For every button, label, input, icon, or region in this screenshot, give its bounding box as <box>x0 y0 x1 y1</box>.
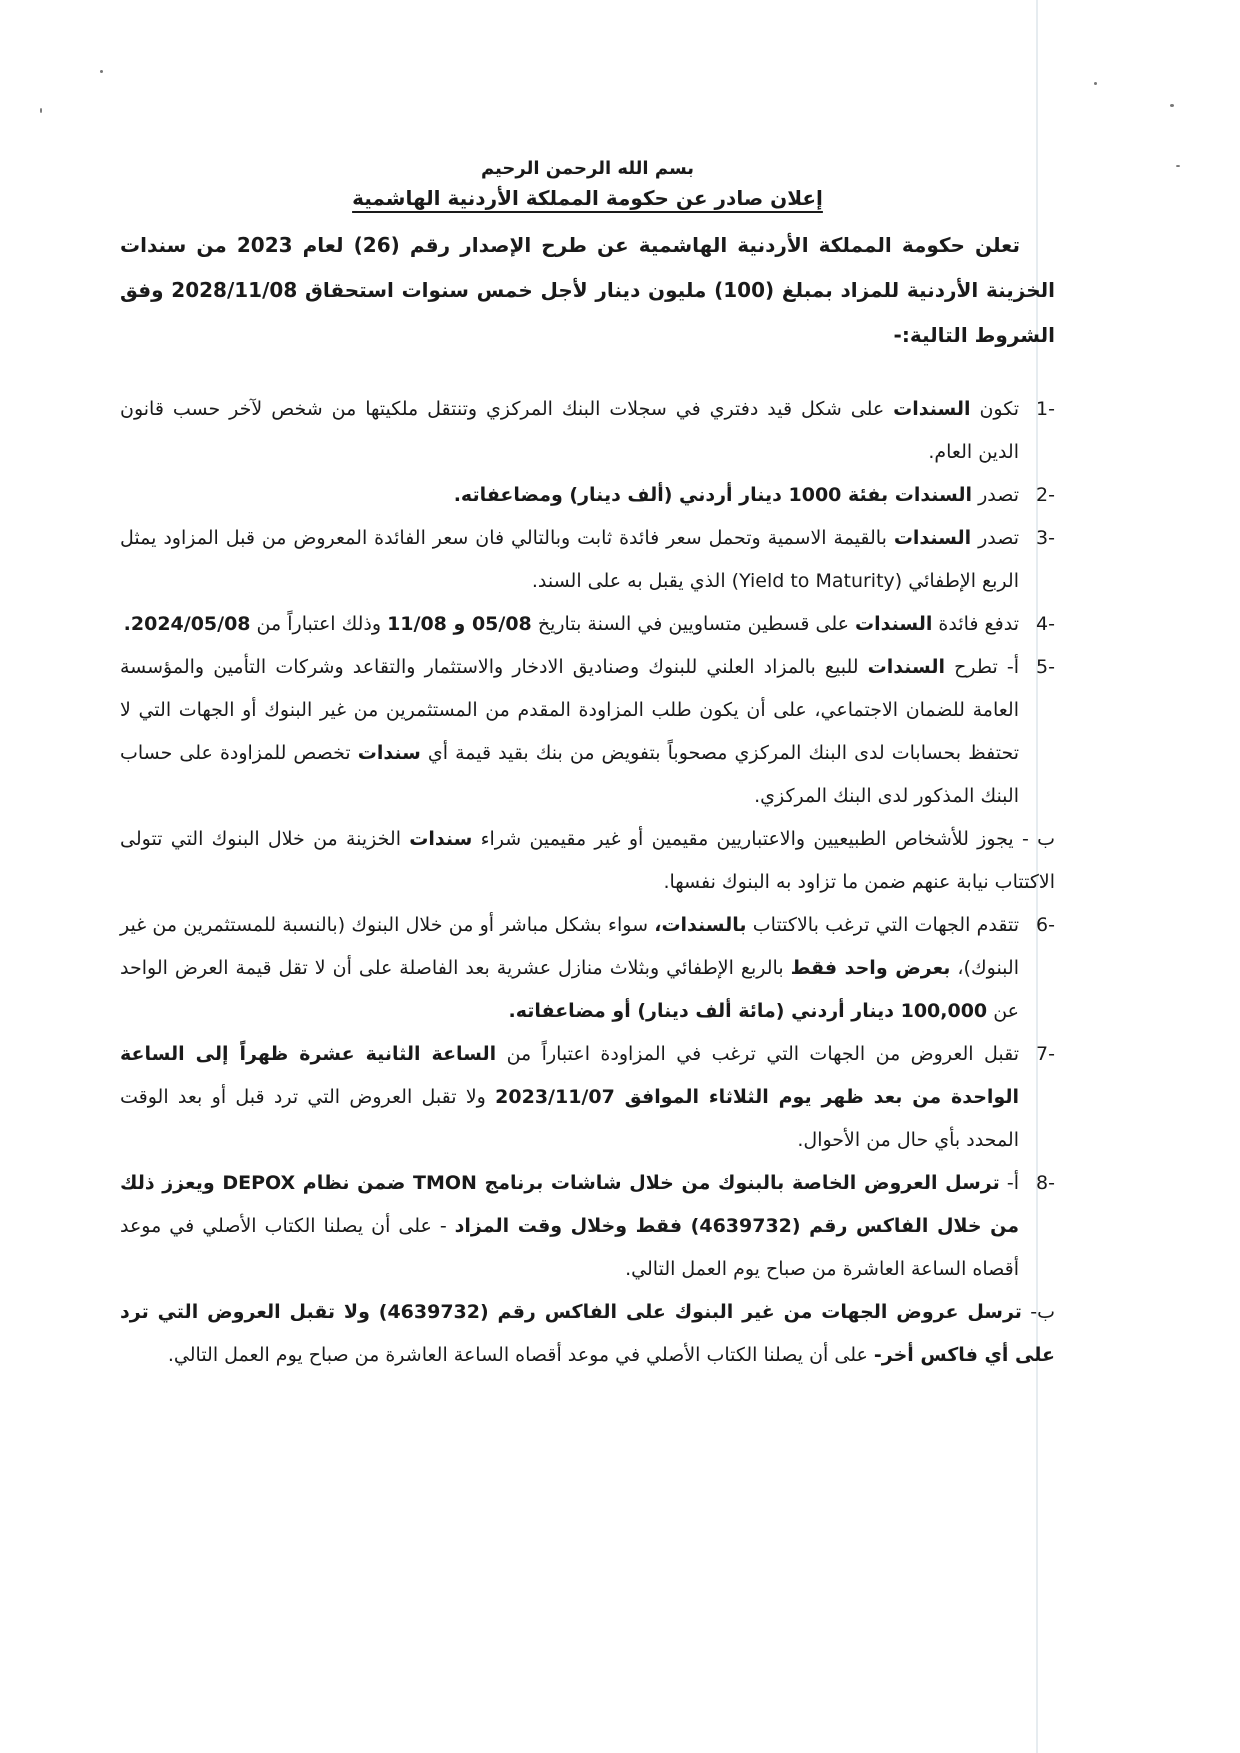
clause-number: -5 <box>1036 656 1055 678</box>
scan-speck <box>1094 82 1097 85</box>
clause-5a <box>120 646 1055 818</box>
title-text: إعلان صادر عن حكومة المملكة الأردنية الهاشمية <box>352 186 823 210</box>
clause-8b: ب- ترسل عروض الجهات من غير البنوك على الفاكس رقم (4639732) ولا تقبل العروض التي ترد على أي فاكس أخر- على أن يصلنا الكتاب الأصلي في موعد أقصاه الساعة العاشرة من صباح يوم العمل التالي. <box>120 1301 1055 1366</box>
clause-text: تدفع فائدة السندات على قسطين متساويين في السنة بتاريخ 05/08 و 11/08 وذلك اعتباراً من 2024/05/08. <box>123 613 1019 635</box>
announcement-document <box>120 155 1055 1377</box>
clause-number: -6 <box>1036 914 1055 936</box>
clause-4 <box>120 603 1055 646</box>
basmala: بسم الله الرحمن الرحيم <box>480 158 695 179</box>
clause-number: -7 <box>1036 1043 1055 1065</box>
clause-3 <box>120 517 1055 603</box>
scan-speck <box>1176 165 1180 167</box>
clause-1 <box>120 388 1055 474</box>
scan-speck <box>40 108 42 113</box>
clause-number: -4 <box>1036 613 1055 635</box>
clause-text: أ- تطرح السندات للبيع بالمزاد العلني للبنوك وصناديق الادخار والاستثمار والتقاعد وشركات التأمين والمؤسسة العامة للضمان الاجتماعي، على أن يكون طلب المزاودة المقدم من المستثمرين من غير البنوك أو الجهات التي لا تحتفظ بحسابات لدى البنك المركزي مصحوباً بتفويض من بنك بقيد قيمة أي سندات تخصص للمزاودة على حساب البنك المذكور لدى البنك المركزي. <box>120 656 1019 807</box>
clause-text: أ- ترسل العروض الخاصة بالبنوك من خلال شاشات برنامج TMON ضمن نظام DEPOX ويعزز ذلك من خلال الفاكس رقم (4639732) فقط وخلال وقت المزاد - على أن يصلنا الكتاب الأصلي في موعد أقصاه الساعة العاشرة من صباح يوم العمل التالي. <box>120 1172 1019 1280</box>
scan-speck <box>1170 104 1174 107</box>
clause-8a <box>120 1162 1055 1291</box>
clause-text: تصدر السندات بالقيمة الاسمية وتحمل سعر فائدة ثابت وبالتالي فان سعر الفائدة المعروض من قبل المزاود يمثل الربع الإطفائي (Yield to Maturity) الذي يقبل به على السند. <box>120 527 1019 592</box>
clause-number: -2 <box>1036 484 1055 506</box>
clause-number: -3 <box>1036 527 1055 549</box>
clause-number: -8 <box>1036 1172 1055 1194</box>
clause-text: تقبل العروض من الجهات التي ترغب في المزاودة اعتباراً من الساعة الثانية عشرة ظهراً إلى الساعة الواحدة من بعد ظهر يوم الثلاثاء الموافق 2023/11/07 ولا تقبل العروض التي ترد قبل أو بعد الوقت المحدد بأي حال من الأحوال. <box>120 1043 1019 1151</box>
clause-number: -1 <box>1036 398 1055 420</box>
clause-6 <box>120 904 1055 1033</box>
document-title <box>120 183 1055 213</box>
clause-text: تصدر السندات بفئة 1000 دينار أردني (ألف دينار) ومضاعفاته. <box>453 484 1019 506</box>
clause-text: تتقدم الجهات التي ترغب بالاكتتاب بالسندات، سواء بشكل مباشر أو من خلال البنوك (بالنسبة للمستثمرين من غير البنوك)، بعرض واحد فقط بالربع الإطفائي وبثلاث منازل عشرية بعد الفاصلة على أن لا تقل قيمة العرض الواحد عن 100,000 دينار أردني (مائة ألف دينار) أو مضاعفاته. <box>120 914 1019 1022</box>
clause-2 <box>120 474 1055 517</box>
scan-speck <box>100 70 103 73</box>
clause-7 <box>120 1033 1055 1162</box>
clause-text: تكون السندات على شكل قيد دفتري في سجلات البنك المركزي وتنتقل ملكيتها من شخص لآخر حسب قانون الدين العام. <box>120 398 1019 463</box>
intro-paragraph: تعلن حكومة المملكة الأردنية الهاشمية عن طرح الإصدار رقم (26) لعام 2023 من سندات الخزينة الأردنية للمزاد بمبلغ (100) مليون دينار لأجل خمس سنوات استحقاق 2028/11/08 وفق الشروط التالية:- <box>120 233 1055 347</box>
clause-5b: ب - يجوز للأشخاص الطبيعيين والاعتباريين مقيمين أو غير مقيمين شراء سندات الخزينة من خلال البنوك التي تتولى الاكتتاب نيابة عنهم ضمن ما تزاود به البنوك نفسها. <box>120 828 1056 893</box>
